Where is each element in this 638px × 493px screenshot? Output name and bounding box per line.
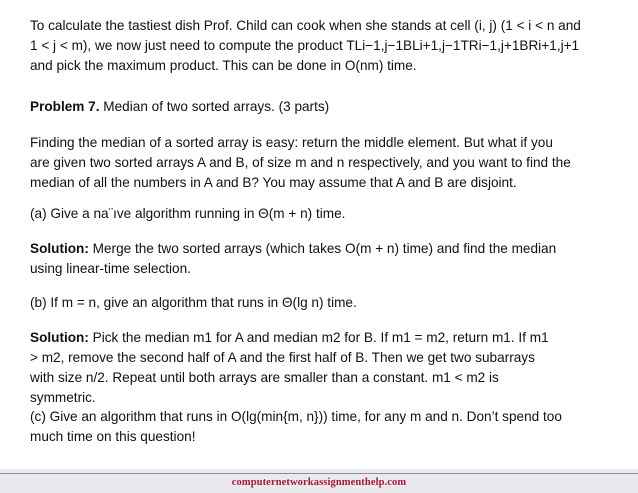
part-a-solution-line-2: using linear-time selection. [30, 261, 191, 276]
description-paragraph [30, 133, 630, 193]
problem-title: Median of two sorted arrays. (3 parts) [99, 99, 330, 114]
description-line-3: median of all the numbers in A and B? You may assume that A and B are disjoint. [30, 175, 517, 190]
description-line-1: Finding the median of a sorted array is easy: return the middle element. But what if you [30, 135, 553, 150]
part-b-question-text: (b) If m = n, give an algorithm that runs in Θ(lg n) time. [30, 295, 357, 310]
intro-line-2: 1 < j < m), we now just need to compute the product TLi−1,j−1BLi+1,j−1TRi−1,j+1BRi+1,j+1 [30, 38, 580, 53]
part-b-solution-label: Solution: [30, 330, 89, 345]
part-b-solution-line-1: Pick the median m1 for A and median m2 for B. If m1 = m2, return m1. If m1 [88, 330, 549, 345]
part-b-question [30, 293, 630, 313]
part-b-solution-line-4: symmetric. [30, 390, 96, 405]
description-line-2: are given two sorted arrays A and B, of size m and n respectively, and you want to find the [30, 155, 571, 170]
part-c-question [30, 407, 630, 447]
intro-line-3: and pick the maximum product. This can be done in O(nm) time. [30, 58, 417, 73]
part-a-question-text: (a) Give a na¨ıve algorithm running in Θ(m + n) time. [30, 206, 346, 221]
intro-paragraph [30, 16, 630, 76]
part-a-solution-label: Solution: [30, 241, 89, 256]
problem-label: Problem 7. [30, 99, 100, 114]
part-a-solution [30, 239, 630, 279]
part-b-solution-line-3: with size n/2. Repeat until both arrays are smaller than a constant. m1 < m2 is [30, 370, 499, 385]
part-c-line-2: much time on this question! [30, 429, 196, 444]
part-b-solution [30, 328, 630, 408]
footer-website: computernetworkassignmenthelp.com [231, 477, 407, 488]
intro-line-1: To calculate the tastiest dish Prof. Child can cook when she stands at cell (i, j) (1 < i < n and [30, 18, 581, 33]
part-b-solution-line-2: > m2, remove the second half of A and the first half of B. Then we get two subarrays [30, 350, 535, 365]
part-a-solution-line-1: Merge the two sorted arrays (which takes O(m + n) time) and find the median [88, 241, 557, 256]
part-c-line-1: (c) Give an algorithm that runs in O(lg(min{m, n})) time, for any m and n. Don’t spend too [30, 409, 562, 424]
problem-heading [30, 97, 630, 117]
footer-divider [0, 473, 638, 474]
part-a-question [30, 204, 630, 224]
